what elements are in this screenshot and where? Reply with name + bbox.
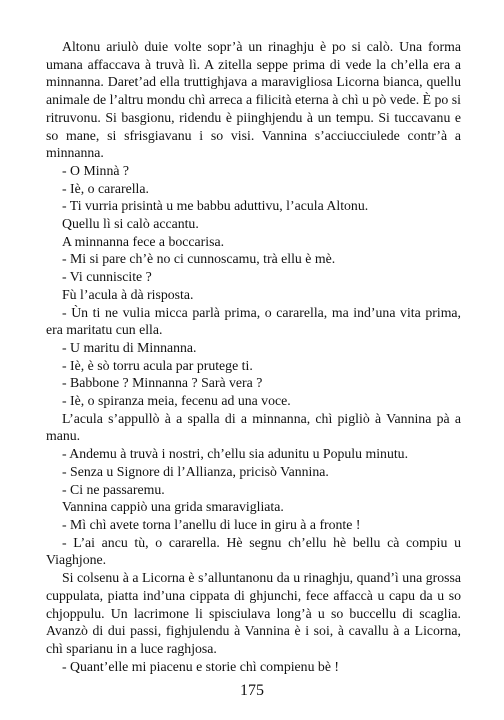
paragraph: - Iè, o cararella. [62,180,149,196]
paragraph: - Ci ne passaremu. [62,481,165,497]
paragraph: L’acula s’appullò à a spalla di a minnanna, chì pigliò à Vannina pà a manu. [46,410,461,444]
paragraph: - Senza u Signore di l’Allianza, pricisò Vannina. [62,463,329,479]
paragraph: - Andemu à truvà i nostri, ch’ellu sia adunitu u Populu minutu. [62,446,409,462]
paragraph: - L’ai ancu tù, o cararella. Hè segnu ch’ellu hè bellu cà compiu u Viaghjone. [46,534,461,568]
paragraph: - Vi cunniscite ? [62,269,152,285]
paragraph: Fù l’acula à dà risposta. [62,286,194,302]
paragraph: Si colsenu à a Licorna è s’alluntanonu da u rinaghju, quand’ì una grossa cuppulata, piatta ind’una cippata di ghjunchi, fece affaccà u capu da u so chjoppulu. Un lacrimone li spisciulava long’à u so buccellu di scaglia. Avanzò di dui passi, fighjulendu à Vannina è i soi, à cavallu à a Licorna, chì sparianu in a luce raghjosa. [46,570,461,656]
paragraph: Vannina cappiò una grida smaravigliata. [62,499,284,515]
paragraph: - Iè, o spiranza meia, fecenu ad una voce. [62,393,291,409]
paragraph: Quellu lì si calò accantu. [62,216,199,232]
paragraph: - Babbone ? Minnanna ? Sarà vera ? [62,375,263,391]
paragraph: - Mi si pare ch’è no ci cunnoscamu, trà ellu è mè. [62,251,336,267]
paragraph: A minnanna fece a boccarisa. [62,233,225,249]
paragraph: - U maritu di Minnanna. [62,339,197,355]
paragraph: - Ti vurria prisintà u me babbu aduttivu, l’acula Altonu. [62,198,369,214]
paragraph: - Quant’elle mi piacenu e storie chì compienu bè ! [62,658,339,674]
page-number: 175 [240,682,264,699]
paragraph: - Iè, è sò torru acula par prutege ti. [62,357,253,373]
page-body [46,38,461,675]
paragraph: - Mì chì avete torna l’anellu di luce in giru à a fronte ! [62,516,361,532]
paragraph: - Ùn ti ne vulia micca parlà prima, o cararella, ma ind’una vita prima, era maritatu cun ella. [46,304,461,338]
paragraph: - O Minnà ? [62,162,130,178]
paragraph: Altonu ariulò duie volte sopr’à un rinaghju è po si calò. Una forma umana affaccava à truvà lì. A zitella seppe prima di vede la ch’ella era a minnanna. Daret’ad ella truttighjava a maravigliosa Licorna bianca, quellu animale de l’altru mondu chì arreca a filicità eterna à chì u pò vede. È po si ritruvonu. Si basgionu, ridendu è piinghjendu à un tempu. Si tuccavanu e so mane, si sfrisgiavanu i so visi. Vannina s’acciucciulede contr’à a minnanna. [46,39,461,161]
